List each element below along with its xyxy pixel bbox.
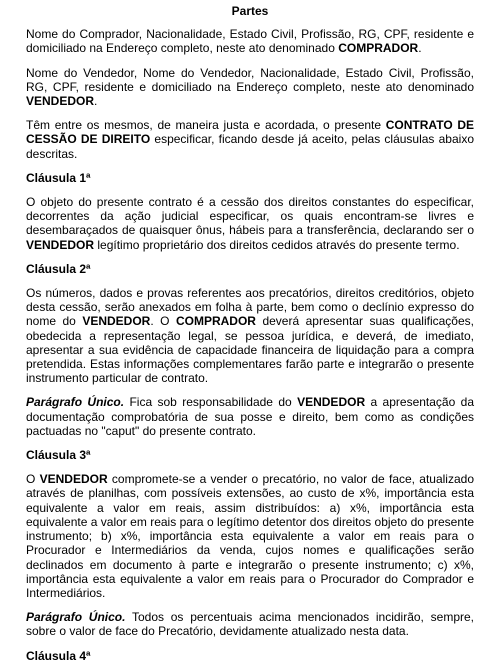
section-title: Partes xyxy=(231,4,269,18)
intro-paragraph xyxy=(26,118,474,161)
clause-3-paragraph-label: Parágrafo Único. xyxy=(26,610,126,625)
intro-text: Têm entre os mesmos, de maneira justa e acordada, o presente xyxy=(26,118,386,133)
clause-2-text-b: . O xyxy=(150,314,176,329)
clause-3-text-a: O xyxy=(26,472,40,487)
clause-2-paragraph-seller-term: VENDEDOR xyxy=(297,395,366,410)
clause-2-paragraph-text-end: a apresentação da documentação comprobatória de sua posse e direito, bem como as condições pactuadas no "caput" do presente contrato. xyxy=(26,395,474,438)
clause-3-text-b: compromete-se a vender o precatório, no valor de face, atualizado através de planilhas, com possíveis extensões, ao custo de x%, importância esta equivalente a valor em reais, assim distribuídos: a) x%, importância esta equivalente a valor em reais para o legítimo detentor dos direitos objeto do presente instrumento; b) x%, importância esta equivalente a valor em reais para o Procurador e Intermediários da venda, cujos nomes e qualificações serão declinados em documento à parte e integrarão o presente instrumento; c) x%, importância esta equivalente a valor em reais para o Procurador do Comprador e Intermediários. xyxy=(26,472,474,600)
buyer-term: COMPRADOR xyxy=(338,41,419,56)
buyer-party-end: . xyxy=(418,41,422,56)
seller-party-end: . xyxy=(94,94,98,109)
seller-party-paragraph xyxy=(26,66,474,109)
clause-1-paragraph xyxy=(26,195,474,252)
clause-3-paragraph xyxy=(26,472,474,600)
seller-party-text: Nome do Vendedor, Nome do Vendedor, Nacionalidade, Estado Civil, Profissão, RG, CPF, residente e domiciliado na Endereço completo, neste ato denominado xyxy=(26,65,474,94)
clause-2-text-a: Os números, dados e provas referentes aos precatórios, direitos creditórios, objeto desta cessão, serão anexados em folha à parte, bem como o declínio expresso do nome do xyxy=(26,286,474,329)
contract-title-term: CONTRATO DE CESSÃO DE DIREITO xyxy=(26,118,475,147)
buyer-party-paragraph xyxy=(26,27,474,55)
buyer-party-text: Nome do Comprador, Nacionalidade, Estado Civil, Profissão, RG, CPF, residente e domiciliado na Endereço completo, neste ato denominado xyxy=(26,27,474,56)
seller-term: VENDEDOR xyxy=(26,94,95,109)
clause-2-paragraph-label: Parágrafo Único. xyxy=(26,395,125,410)
clause-1-text-end: legítimo proprietário dos direitos cedidos através do presente termo. xyxy=(94,237,460,252)
clause-3-paragraph-text: Todos os percentuais acima mencionados incidirão, sempre, sobre o valor de face do Precatório, devidamente atualizado nesta data. xyxy=(26,610,474,639)
clause-1-heading: Cláusula 1ª xyxy=(26,170,91,185)
clause-1-text: O objeto do presente contrato é a cessão dos direitos constantes do especificar, decorrentes da ação judicial especificar, os quais encontram-se livres e desembaraçados de quaisquer ônus, hábeis para a transferência, declarando ser o xyxy=(26,195,474,238)
clause-2-paragraph xyxy=(26,286,474,385)
clause-3-heading: Cláusula 3ª xyxy=(26,448,91,463)
clause-3-sole-paragraph xyxy=(26,610,474,638)
clause-2-heading: Cláusula 2ª xyxy=(26,261,91,276)
clause-1-seller-term: VENDEDOR xyxy=(26,237,95,252)
intro-text-end: especificar, ficando desde já aceito, pelas cláusulas abaixo descritas. xyxy=(26,132,474,161)
clause-2-buyer-term: COMPRADOR xyxy=(175,314,256,329)
clause-2-sole-paragraph xyxy=(26,395,474,438)
clause-3-seller-term: VENDEDOR xyxy=(39,472,108,487)
clause-4-heading: Cláusula 4ª xyxy=(26,648,91,663)
clause-2-paragraph-text: Fica sob responsabilidade do xyxy=(124,395,298,410)
clause-2-text-c: deverá apresentar suas qualificações, obedecida a representação legal, se pessoa jurídica, e deverá, de imediato, apresentar a sua evidência de capacidade financeira de liquidação para a compra pretendida. Estas informações complementares farão parte e integrarão o presente instrumento particular de contrato. xyxy=(26,314,474,386)
clause-2-seller-term: VENDEDOR xyxy=(82,314,151,329)
